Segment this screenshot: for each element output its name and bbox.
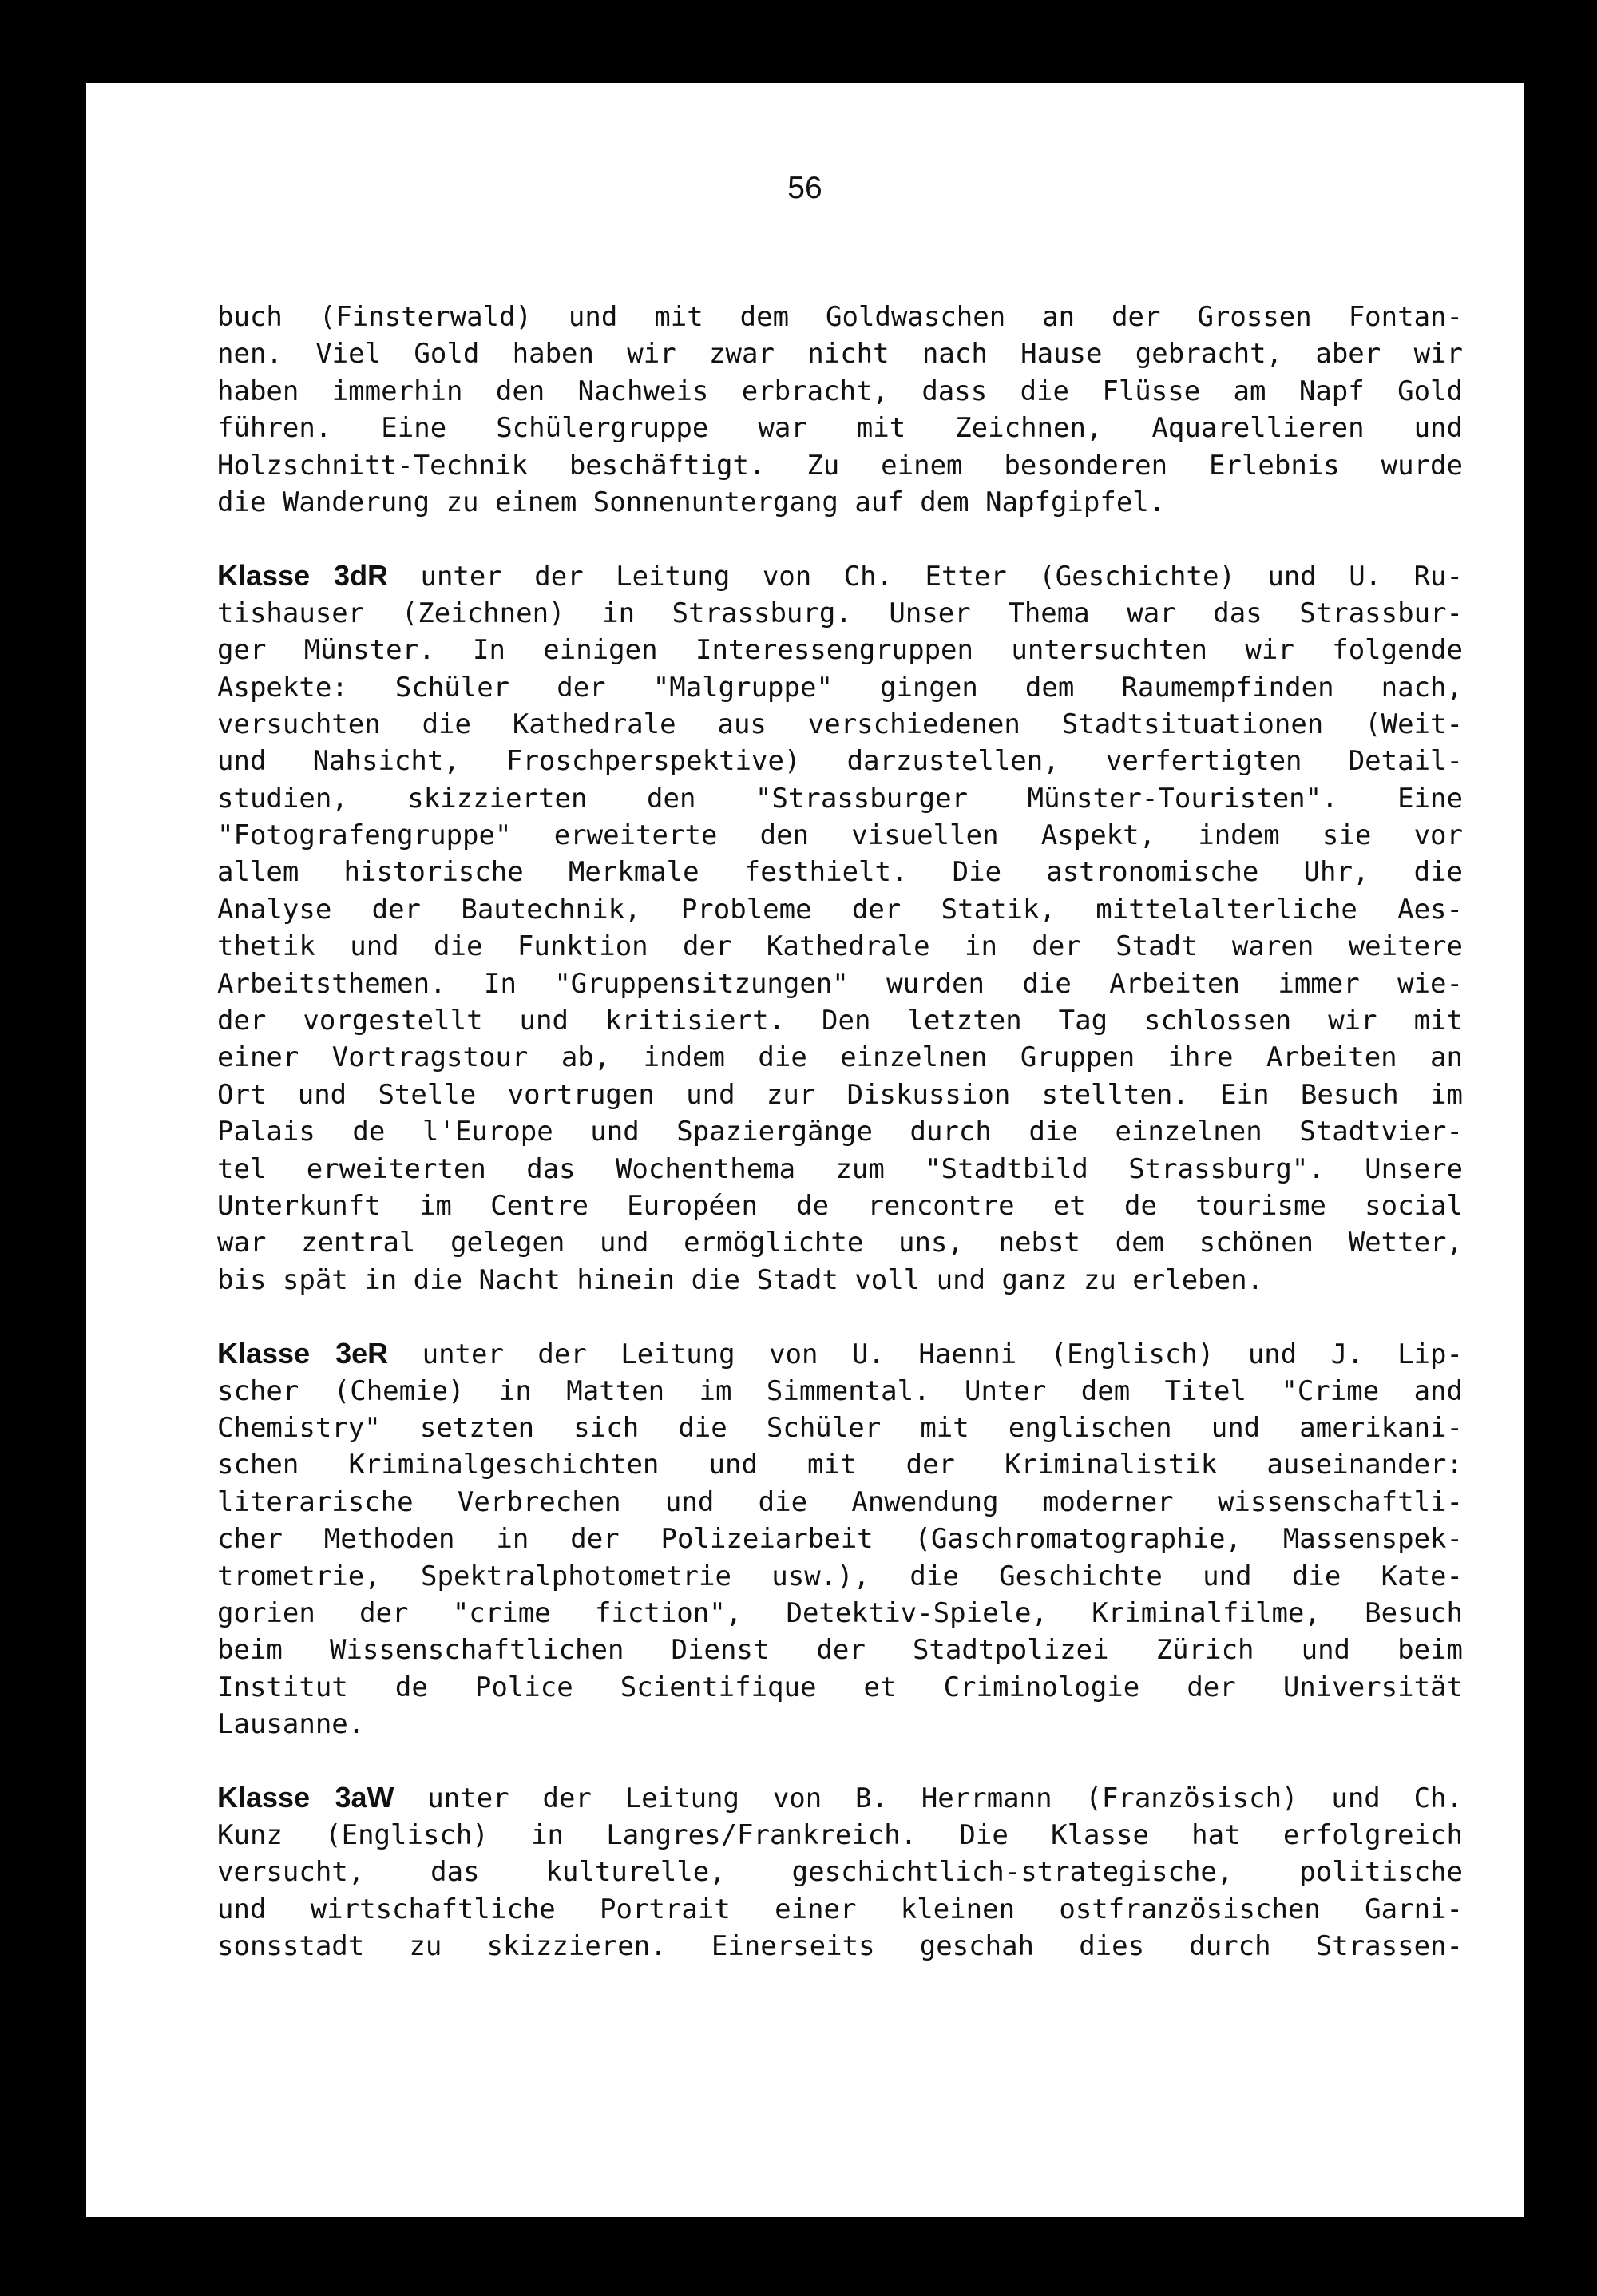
text-line: Arbeitsthemen. In "Gruppensitzungen" wurden die Arbeiten immer wie- xyxy=(217,967,1463,1000)
text-line: versuchten die Kathedrale aus verschiedenen Stadtsituationen (Weit- xyxy=(217,708,1463,740)
body-text xyxy=(217,299,1463,2001)
text-line: scher (Chemie) in Matten im Simmental. Unter dem Titel "Crime and xyxy=(217,1374,1463,1407)
text-line-rest: unter der Leitung von Ch. Etter (Geschichte) und U. Ru- xyxy=(388,561,1463,593)
paragraph-1 xyxy=(217,299,1463,521)
paragraph-klasse-3aw xyxy=(217,1779,1463,1965)
paragraph-klasse-3er xyxy=(217,1335,1463,1743)
text-line: einer Vortragstour ab, indem die einzelnen Gruppen ihre Arbeiten an xyxy=(217,1041,1463,1074)
text-line: gorien der "crime fiction", Detektiv-Spiele, Kriminalfilme, Besuch xyxy=(217,1596,1463,1629)
class-heading: Klasse 3aW xyxy=(217,1781,394,1814)
text-line: die Wanderung zu einem Sonnenuntergang auf dem Napfgipfel. xyxy=(217,486,1166,518)
text-line-rest: unter der Leitung von U. Haenni (Englisch) und J. Lip- xyxy=(388,1338,1463,1371)
text-line: war zentral gelegen und ermöglichte uns, nebst dem schönen Wetter, xyxy=(217,1227,1463,1259)
text-line: Institut de Police Scientifique et Criminologie der Universität xyxy=(217,1671,1463,1703)
text-line: ger Münster. In einigen Interessengruppen untersuchten wir folgende xyxy=(217,634,1463,667)
text-line: bis spät in die Nacht hinein die Stadt voll und ganz zu erleben. xyxy=(217,1263,1264,1296)
text-line: thetik und die Funktion der Kathedrale in der Stadt waren weitere xyxy=(217,930,1463,963)
text-line: tishauser (Zeichnen) in Strassburg. Unser Thema war das Strassbur- xyxy=(217,597,1463,629)
text-line: tel erweiterten das Wochenthema zum "Stadtbild Strassburg". Unsere xyxy=(217,1152,1463,1185)
text-line: beim Wissenschaftlichen Dienst der Stadtpolizei Zürich und beim xyxy=(217,1634,1463,1667)
text-line: und Nahsicht, Froschperspektive) darzustellen, verfertigten Detail- xyxy=(217,745,1463,778)
text-line: cher Methoden in der Polizeiarbeit (Gaschromatographie, Massenspek- xyxy=(217,1523,1463,1556)
text-line: schen Kriminalgeschichten und mit der Kriminalistik auseinander: xyxy=(217,1449,1463,1481)
page-number: 56 xyxy=(787,171,822,205)
text-line: trometrie, Spektralphotometrie usw.), die Geschichte und die Kate- xyxy=(217,1560,1463,1592)
text-line: sonsstadt zu skizzieren. Einerseits geschah dies durch Strassen- xyxy=(217,1930,1463,1963)
text-line: Ort und Stelle vortrugen und zur Diskussion stellten. Ein Besuch im xyxy=(217,1078,1463,1111)
document-page xyxy=(86,83,1524,2217)
text-line: studien, skizzierten den "Strassburger Münster-Touristen". Eine xyxy=(217,782,1463,815)
text-line: buch (Finsterwald) und mit dem Goldwaschen an der Grossen Fontan- xyxy=(217,301,1463,333)
class-heading: Klasse 3dR xyxy=(217,559,389,593)
paragraph-klasse-3dr xyxy=(217,557,1463,1299)
text-line: nen. Viel Gold haben wir zwar nicht nach Hause gebracht, aber wir xyxy=(217,338,1463,371)
text-line: Holzschnitt-Technik beschäftigt. Zu einem besonderen Erlebnis wurde xyxy=(217,449,1463,482)
text-line-with-heading xyxy=(217,1335,1463,1372)
text-line: Kunz (Englisch) in Langres/Frankreich. Die Klasse hat erfolgreich xyxy=(217,1818,1463,1851)
class-heading: Klasse 3eR xyxy=(217,1337,389,1370)
text-line: und wirtschaftliche Portrait einer kleinen ostfranzösischen Garni- xyxy=(217,1893,1463,1925)
text-line: Aspekte: Schüler der "Malgruppe" gingen dem Raumempfinden nach, xyxy=(217,671,1463,704)
text-line-with-heading xyxy=(217,557,1463,594)
text-line-with-heading xyxy=(217,1779,1463,1816)
text-line: "Fotografengruppe" erweiterte den visuellen Aspekt, indem sie vor xyxy=(217,819,1463,852)
text-line: der vorgestellt und kritisiert. Den letzten Tag schlossen wir mit xyxy=(217,1005,1463,1037)
text-line: führen. Eine Schülergruppe war mit Zeichnen, Aquarellieren und xyxy=(217,412,1463,445)
text-line: Lausanne. xyxy=(217,1708,365,1741)
text-line: literarische Verbrechen und die Anwendung moderner wissenschaftli- xyxy=(217,1485,1463,1518)
text-line: allem historische Merkmale festhielt. Die astronomische Uhr, die xyxy=(217,856,1463,889)
text-line: Palais de l'Europe und Spaziergänge durch die einzelnen Stadtvier- xyxy=(217,1116,1463,1148)
text-line: haben immerhin den Nachweis erbracht, dass die Flüsse am Napf Gold xyxy=(217,375,1463,407)
text-line: Analyse der Bautechnik, Probleme der Statik, mittelalterliche Aes- xyxy=(217,893,1463,926)
text-line: Unterkunft im Centre Européen de rencontre et de tourisme social xyxy=(217,1189,1463,1222)
text-line: Chemistry" setzten sich die Schüler mit englischen und amerikani- xyxy=(217,1411,1463,1444)
text-line-rest: unter der Leitung von B. Herrmann (Französisch) und Ch. xyxy=(394,1782,1463,1815)
text-line: versucht, das kulturelle, geschichtlich-strategische, politische xyxy=(217,1856,1463,1889)
